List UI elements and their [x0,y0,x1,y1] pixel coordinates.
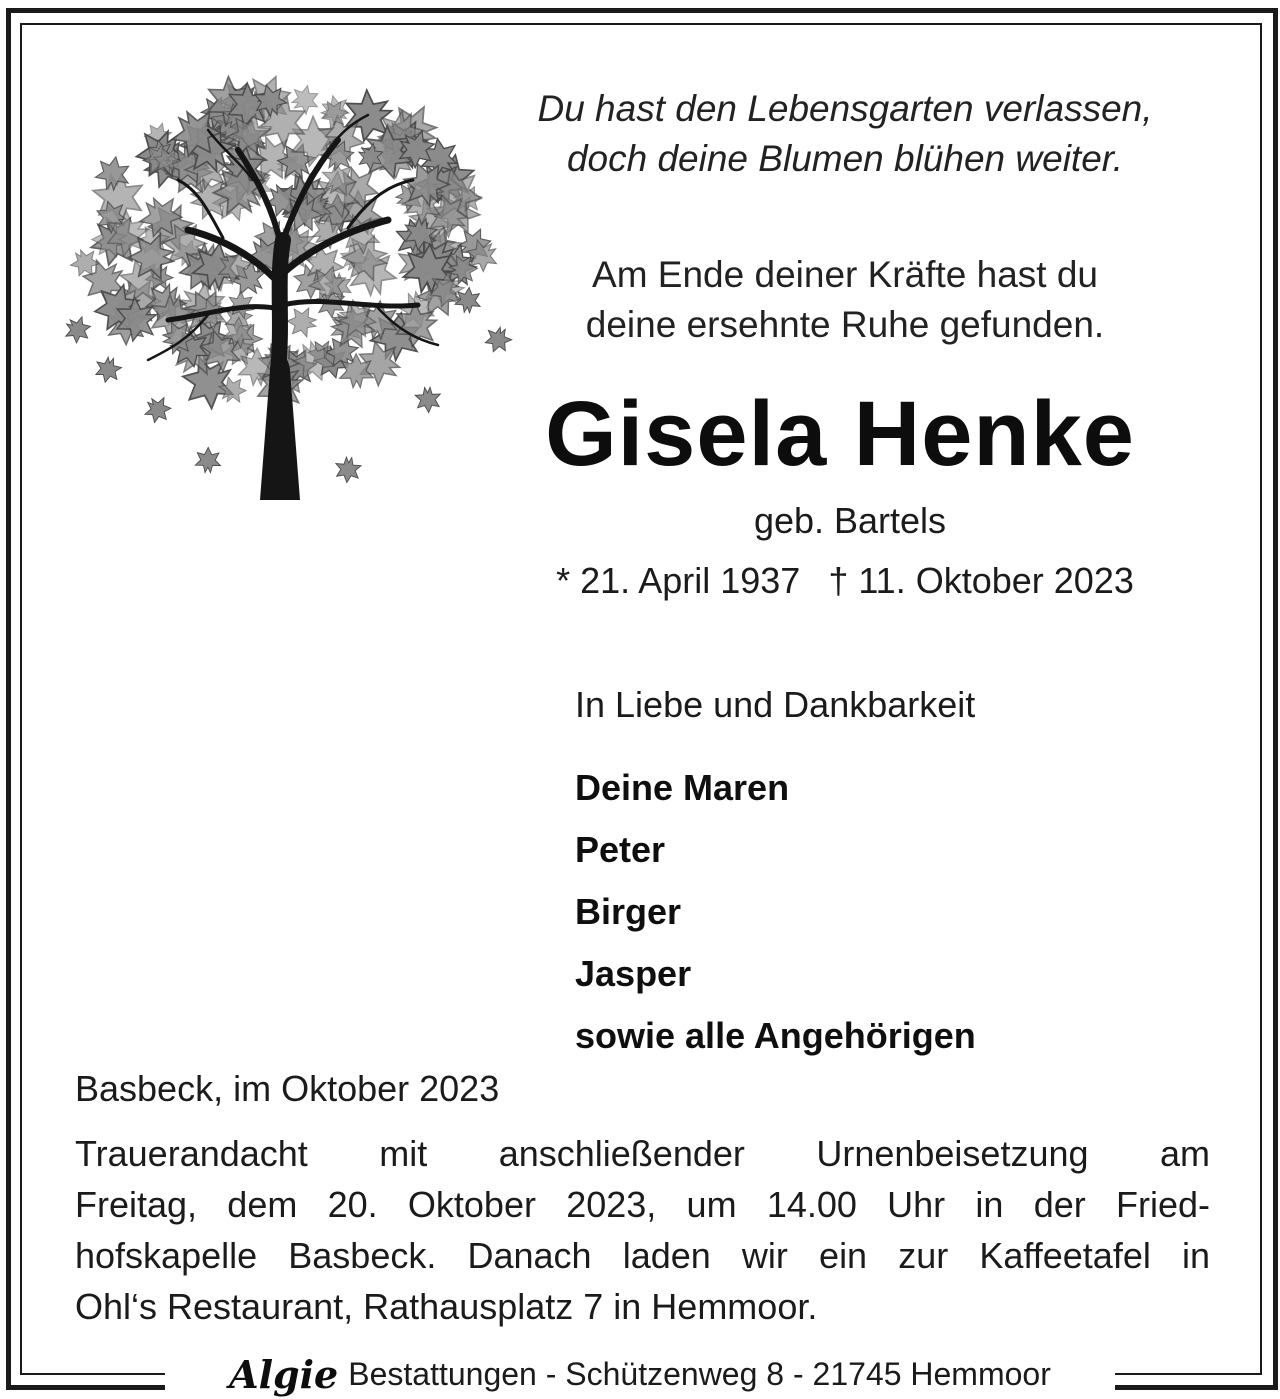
poem-stanza-2 [470,250,1220,350]
birth-name: geb. Bartels [753,500,947,541]
deceased-name: Gisela Henke [545,383,1135,485]
poem-line: doch deine Blumen blühen weiter. [566,138,1124,179]
mourner-name: Deine Maren [575,767,790,808]
poem-line: Am Ende deiner Kräfte hast du [592,254,1098,295]
funeral-home-footer [165,1350,1115,1398]
mourner-name: sowie alle Angehörigen [575,1015,976,1056]
poem-line: deine ersehnte Ruhe gefunden. [585,304,1105,345]
service-notice [75,1128,1210,1332]
service-line: hofskapelle Basbeck. Danach laden wir ein zur Kaffeetafel in [75,1235,1210,1276]
gratitude-line: In Liebe und Dankbarkeit [575,684,976,725]
funeral-home-logo: Algie [229,1351,339,1397]
service-line: Freitag, dem 20. Oktober 2023, um 14.00 Uhr in der Fried- [75,1184,1210,1225]
tree-icon [48,70,518,510]
mourner-name: Peter [575,829,666,870]
death-date: † 11. Oktober 2023 [828,560,1134,601]
birth-date: * 21. April 1937 [556,560,801,601]
service-line: Trauerandacht mit anschließender Urnenbeisetzung am [75,1133,1210,1174]
poem-line: Du hast den Lebensgarten verlassen, [537,88,1153,129]
mourner-name: Jasper [575,953,692,994]
mourners-list [575,757,976,1067]
life-dates [470,560,1220,602]
funeral-home-address: Bestattungen - Schützenweg 8 - 21745 Hemmoor [348,1355,1051,1392]
place-date: Basbeck, im Oktober 2023 [75,1068,500,1109]
poem-stanza-1 [470,84,1220,184]
service-line: Ohl‘s Restaurant, Rathausplatz 7 in Hemmoor. [75,1286,818,1327]
mourner-name: Birger [575,891,682,932]
